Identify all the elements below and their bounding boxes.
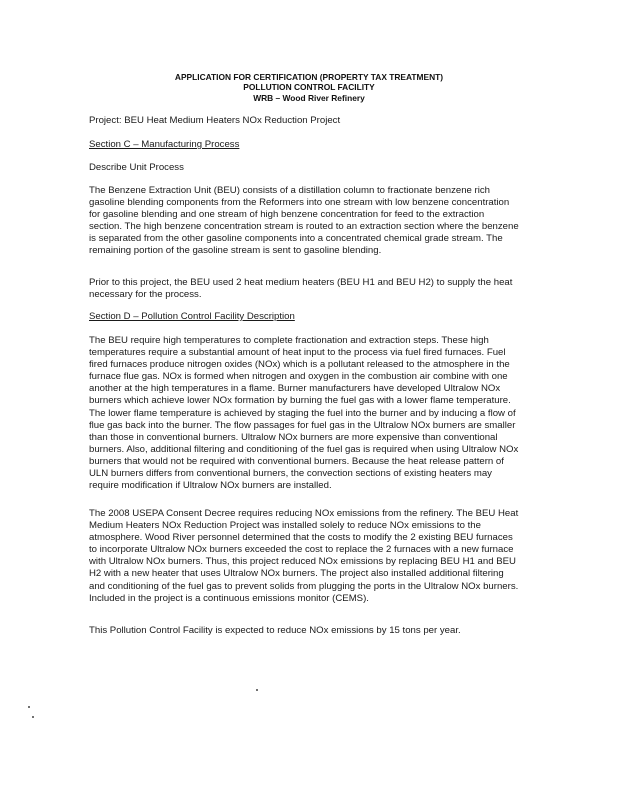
header-subtitle: POLLUTION CONTROL FACILITY [243,82,375,93]
paragraph-consent-decree: The 2008 USEPA Consent Decree requires reducing NOx emissions from the refinery. The BEU Heat Medium Heaters NOx Reduction Project was installed solely to reduce NOx emissions to the atmosphere. Wood River personnel determined that the costs to modify the 2 existing BEU furnaces to incorporate Ultralow NOx burners exceeded the cost to replace the 2 furnaces with a new furnace with Ultralow NOx burners. Thus, this project reduced NOx emissions by replacing BEU H1 and BEU H2 with a new heater that uses Ultralow NOx burners. The project also installed additional filtering and conditioning of the fuel gas to prevent solids from plugging the ports in the Ultralow NOx burners. Included in the project is a continuous emissions monitor (CEMS). [89,508,519,604]
paragraph-prior-heaters: Prior to this project, the BEU used 2 heat medium heaters (BEU H1 and BEU H2) to supply the heat necessary for the process. [89,277,513,301]
paragraph-process-description: The Benzene Extraction Unit (BEU) consists of a distillation column to fractionate benzene rich gasoline blending components from the Reformers into one stream with low benzene concentration for gasoline blending and one stream of high benzene concentration for feed to the extraction section. The high benzene concentration stream is routed to an extraction section where the benzene is separated from the other gasoline components into a concentrated chemical grade stream. The remaining portion of the gasoline stream is sent to gasoline blending. [89,185,519,257]
scan-speck [32,716,34,718]
describe-unit-heading: Describe Unit Process [89,162,184,173]
section-c-heading: Section C – Manufacturing Process [89,139,240,150]
paragraph-facility-description: The BEU require high temperatures to complete fractionation and extraction steps. These high temperatures require a substantial amount of heat input to the process via fuel fired furnaces. Fuel fired furnaces produce nitrogen oxides (NOx) which is a pollutant released to the atmosphere in the furnace flue gas. NOx is formed when nitrogen and oxygen in the combustion air combine with one another at the high temperatures in a flame. Burner manufacturers have developed Ultralow NOx burners which achieve lower NOx formation by burning the fuel gas with a lower flame temperature. The lower flame temperature is achieved by staging the fuel into the burner and by inducing a flow of flue gas back into the burner. The flow passages for fuel gas in the Ultralow NOx burners are smaller than those in conventional burners. Ultralow NOx burners are more expensive than conventional burners. Also, additional filtering and conditioning of the fuel gas is required when using Ultralow NOx burners that would not be required with conventional burners. Because the heat release pattern of ULN burners differs from conventional burners, the convection sections of existing heaters may require modification if Ultralow NOx burners are installed. [89,335,519,492]
header-title: APPLICATION FOR CERTIFICATION (PROPERTY TAX TREATMENT) [174,72,444,82]
section-d-heading: Section D – Pollution Control Facility Description [89,311,295,322]
scan-speck [28,706,30,708]
document-header [0,72,618,103]
header-refinery: WRB – Wood River Refinery [253,92,365,103]
project-title: Project: BEU Heat Medium Heaters NOx Reduction Project [89,115,341,126]
scan-speck [256,689,258,691]
paragraph-emission-reduction: This Pollution Control Facility is expected to reduce NOx emissions by 15 tons per year. [89,625,461,636]
